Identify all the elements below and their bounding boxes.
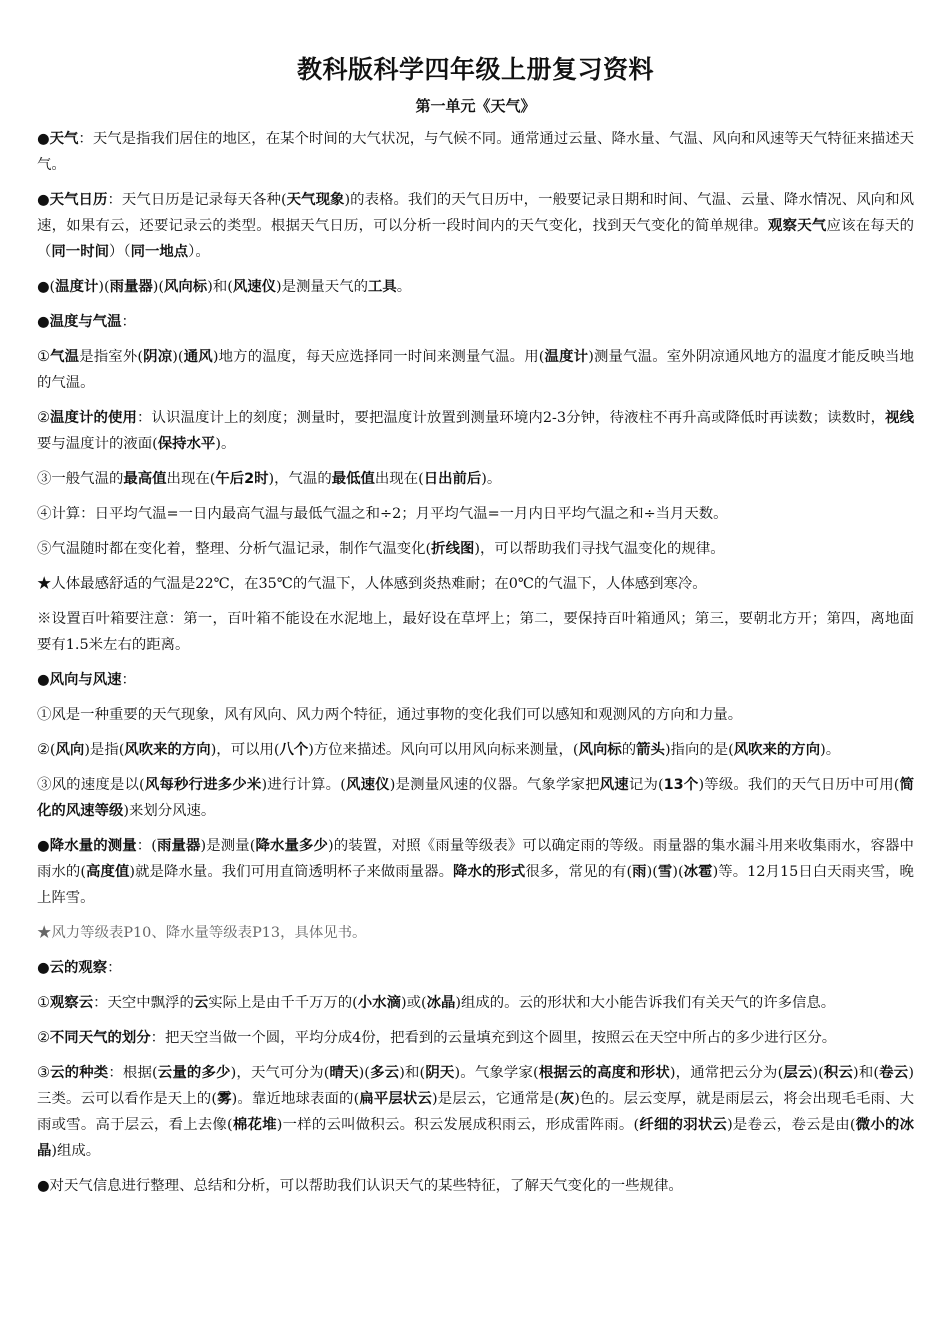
- text-run: 是指室外(: [79, 349, 144, 365]
- document-title: 教科版科学四年级上册复习资料: [296, 55, 654, 84]
- paragraph-cloud-heading: [37, 955, 914, 981]
- text-run: ：: [121, 314, 136, 330]
- bold-term: 降水量多少: [255, 838, 329, 854]
- bold-term: 温度与气温: [49, 314, 122, 330]
- bold-term: 风吹来的方向: [733, 742, 821, 758]
- bold-term: 风速仪: [232, 279, 277, 295]
- bold-term: 小水滴: [357, 995, 401, 1011]
- text-run: ●: [37, 960, 50, 976]
- bold-term: 天气: [49, 131, 79, 147]
- text-run: )是指(: [84, 742, 125, 758]
- bold-term: 观察天气: [768, 218, 827, 234]
- text-run: 的: [621, 742, 637, 758]
- text-run: ①: [37, 995, 50, 1011]
- text-run: )。气象学家(: [454, 1065, 539, 1081]
- text-run: )(: [358, 1065, 370, 1081]
- text-run: ●: [37, 838, 50, 854]
- bold-term: 通风: [183, 349, 213, 365]
- text-run: ：把天空当做一个圆，平均分成4份，把看到的云量填充到这个圆里，按照云在天空中所占的多少进行区分。: [150, 1030, 837, 1046]
- bold-term: 温度计: [544, 349, 589, 365]
- bold-term: 云量的多少: [157, 1065, 231, 1081]
- bold-term: 最低值: [331, 471, 375, 487]
- text-run: )等级。我们的天气日历中可用(: [698, 777, 900, 793]
- text-run: ②: [37, 1030, 50, 1046]
- paragraph-weather-info-summary: [37, 1173, 914, 1199]
- bold-term: 保持水平: [157, 436, 216, 452]
- text-run: ●: [37, 672, 50, 688]
- text-run: )是测量天气的: [276, 279, 368, 295]
- bold-term: 天气现象: [286, 192, 345, 208]
- text-run: )(: [646, 864, 658, 880]
- paragraph-weather-calendar: [37, 187, 914, 265]
- bold-term: 云: [193, 995, 209, 1011]
- bold-term: 晴天: [329, 1065, 359, 1081]
- bold-term: 风向与风速: [49, 672, 122, 688]
- bold-term: 同一地点: [130, 244, 189, 260]
- bold-term: 雪: [657, 864, 673, 880]
- bold-term: 积云: [823, 1065, 854, 1081]
- text-run: )。: [215, 436, 236, 452]
- text-run: )和(: [853, 1065, 880, 1081]
- text-run: ④计算：日平均气温=一日内最高气温与最低气温之和÷2；月平均气温=一月内日平均气温之和÷当月天数。: [37, 506, 728, 522]
- text-run: ）。: [188, 244, 210, 260]
- bold-term: 降水的形式: [453, 864, 526, 880]
- bold-term: 风向: [55, 742, 85, 758]
- text-run: )或(: [400, 995, 427, 1011]
- bold-term: 高度值: [85, 864, 130, 880]
- text-run: )和(: [399, 1065, 426, 1081]
- bold-term: 不同天气的划分: [49, 1030, 151, 1046]
- text-run: )指向的是(: [664, 742, 734, 758]
- bold-term: 微小的冰晶: [37, 1117, 914, 1159]
- text-run: )，天气可分为(: [230, 1065, 330, 1081]
- document-body: [37, 126, 914, 1199]
- paragraph-cloud-item-1: [37, 990, 914, 1016]
- bold-term: 简化的风速等级: [37, 777, 914, 819]
- bold-term: 观察云: [49, 995, 94, 1011]
- bold-term: 同一时间: [51, 244, 109, 260]
- text-run: ②: [37, 410, 51, 426]
- bold-term: 风速: [599, 777, 629, 793]
- bold-term: 雨量器: [156, 838, 201, 854]
- bold-term: 箭头: [636, 742, 665, 758]
- bold-term: 多云: [369, 1065, 400, 1081]
- text-run: ●: [37, 131, 50, 147]
- paragraph-louver-box-note: [37, 606, 914, 658]
- bold-term: 云的观察: [49, 960, 108, 976]
- paragraph-weather-tools: [37, 274, 914, 300]
- text-run: ：(: [136, 838, 157, 854]
- text-run: )(: [98, 279, 110, 295]
- text-run: )，可以帮助我们寻找气温变化的规律。: [474, 541, 725, 557]
- bold-term: 工具: [367, 279, 397, 295]
- text-run: )的表格。我们的天气日历中，一般要记录日期和时间、气温、云量、降水情况、风向和风速，如果有云，还要记录云的类型。根据天气日历，可以分析一段时间内的天气变化，找到天气变化的简单规律。: [37, 192, 914, 234]
- paragraph-wind-item-1: [37, 702, 914, 728]
- text-run: )是测量(: [200, 838, 256, 854]
- text-run: ：天气是指我们居住的地区，在某个时间的大气状况，与气候不同。通常通过云量、降水量、气温、风向和风速等天气特征来描述天气。: [37, 131, 914, 173]
- paragraph-temperature-item-5: [37, 536, 914, 562]
- bold-term: 八个: [279, 742, 309, 758]
- bold-term: 云的种类: [50, 1065, 109, 1081]
- bold-term: 风向标: [578, 742, 622, 758]
- text-run: )方位来描述。风向可以用风向标来测量，(: [308, 742, 579, 758]
- paragraph-wind-heading: [37, 667, 914, 693]
- text-run: ※设置百叶箱要注意：第一，百叶箱不能设在水泥地上，最好设在草坪上；第二，要保持百叶箱通风；第三，要朝北方开；第四，离地面要有1.5米左右的距离。: [37, 611, 914, 653]
- paragraph-wind-item-3: [37, 772, 914, 824]
- text-run: )测量气温。室外阴凉通风地方的温度才能反映当地的气温。: [37, 349, 914, 391]
- text-run: )组成的。云的形状和大小能告诉我们有关天气的许多信息。: [455, 995, 836, 1011]
- bold-term: 冰雹: [683, 864, 713, 880]
- paragraph-precipitation: [37, 833, 914, 911]
- text-run: )是测量风速的仪器。气象学家把: [389, 777, 600, 793]
- text-run: )地方的温度，每天应选择同一时间来测量气温。用(: [212, 349, 545, 365]
- text-run: 出现在(: [374, 471, 424, 487]
- unit-title: 第一单元《天气》: [415, 97, 536, 115]
- bold-term: 卷云: [879, 1065, 909, 1081]
- paragraph-cloud-item-2: [37, 1025, 914, 1051]
- text-run: ③: [37, 1065, 51, 1081]
- text-run: ●: [37, 314, 50, 330]
- text-run: ：天空中飘浮的: [93, 995, 194, 1011]
- bold-term: 气温: [50, 349, 80, 365]
- text-run: )(: [172, 349, 184, 365]
- bold-term: 风吹来的方向: [124, 742, 211, 758]
- text-run: )三类。云可以看作是天上的(: [37, 1065, 914, 1107]
- text-run: 很多，常见的有(: [525, 864, 633, 880]
- text-run: ①: [37, 349, 51, 365]
- bold-term: 风速仪: [345, 777, 390, 793]
- text-run: )一样的云叫做积云。积云发展成积雨云，形成雷阵雨。(: [276, 1117, 640, 1133]
- bold-term: 纤细的羽状云: [639, 1117, 728, 1133]
- text-run: ●: [37, 192, 50, 208]
- bold-term: 灰: [559, 1091, 575, 1107]
- bold-term: 层云: [783, 1065, 813, 1081]
- text-run: )。: [820, 742, 841, 758]
- bold-term: 降水量的测量: [49, 838, 137, 854]
- text-run: )(: [812, 1065, 824, 1081]
- bold-term: 雨: [632, 864, 647, 880]
- bold-term: 午后2时: [215, 471, 269, 487]
- paragraph-wind-item-2: [37, 737, 914, 763]
- text-run: )就是降水量。我们可用直筒透明杯子来做雨量器。: [129, 864, 454, 880]
- bold-term: 最高值: [123, 471, 167, 487]
- text-run: ）（: [108, 244, 131, 260]
- text-run: )色的。层云变厚，就是雨层云，将会出现毛毛雨、大雨或雪。高于层云，看上去像(: [37, 1091, 914, 1133]
- text-run: )，可以用(: [210, 742, 280, 758]
- text-run: 应该在每天的（: [37, 218, 914, 260]
- text-run: ●(: [37, 279, 56, 295]
- text-run: )组成。: [51, 1143, 101, 1159]
- text-run: )。靠近地球表面的(: [231, 1091, 360, 1107]
- text-run: ：: [107, 960, 122, 976]
- paragraph-comfort-temperature-note: [37, 571, 914, 597]
- text-run: )的装置，对照《雨量等级表》可以确定雨的等级。雨量器的集水漏斗用来收集雨水，容器中雨水的(: [37, 838, 914, 880]
- text-run: ：根据(: [108, 1065, 158, 1081]
- text-run: ★风力等级表P10、降水量等级表P13，具体见书。: [37, 925, 367, 941]
- paragraph-scale-tables-note: [37, 920, 914, 946]
- bold-term: 天气日历: [49, 192, 108, 208]
- bold-term: 风向标: [164, 279, 208, 295]
- text-run: ⑤气温随时都在变化着，整理、分析气温记录，制作气温变化(: [37, 541, 432, 557]
- bold-term: 雨量器: [109, 279, 153, 295]
- bold-term: 阴凉: [143, 349, 173, 365]
- text-run: ★人体最感舒适的气温是22℃，在35℃的气温下，人体感到炎热难耐；在0℃的气温下，人体感到寒冷。: [37, 576, 707, 592]
- text-run: ③风的速度是以(: [37, 777, 145, 793]
- text-run: 出现在(: [166, 471, 216, 487]
- bold-term: 雾: [216, 1091, 232, 1107]
- text-run: )等。12月15日白天雨夹雪，晚上阵雪。: [37, 864, 914, 906]
- text-run: ①风是一种重要的天气现象，风有风向、风力两个特征，通过事物的变化我们可以感知和观测风的方向和力量。: [37, 707, 743, 723]
- bold-term: 阴天: [425, 1065, 455, 1081]
- text-run: )和(: [207, 279, 233, 295]
- paragraph-temperature-item-2: [37, 405, 914, 457]
- text-run: 记为(: [628, 777, 664, 793]
- paragraph-temperature-item-4: [37, 501, 914, 527]
- text-run: )。: [481, 471, 502, 487]
- text-run: 要与温度计的液面(: [37, 436, 158, 452]
- text-run: ②(: [37, 742, 56, 758]
- text-run: )(: [672, 864, 684, 880]
- bold-term: 温度计的使用: [50, 410, 137, 426]
- paragraph-temperature-heading: [37, 309, 914, 335]
- bold-term: 13个: [663, 777, 699, 793]
- bold-term: 棉花堆: [232, 1117, 277, 1133]
- text-run: )，气温的: [268, 471, 332, 487]
- text-run: ●对天气信息进行整理、总结和分析，可以帮助我们认识天气的某些特征，了解天气变化的一些规律。: [37, 1178, 683, 1194]
- text-run: )是卷云，卷云是由(: [727, 1117, 856, 1133]
- text-run: ③一般气温的: [37, 471, 124, 487]
- text-run: 实际上是由千千万万的(: [208, 995, 358, 1011]
- text-run: ：认识温度计上的刻度；测量时，要把温度计放置到测量环境内2-3分钟，待液柱不再升高或降低时再读数；读数时，: [137, 410, 886, 426]
- text-run: )，通常把云分为(: [669, 1065, 784, 1081]
- paragraph-weather-definition: [37, 126, 914, 178]
- bold-term: 温度计: [55, 279, 99, 295]
- bold-term: 折线图: [431, 541, 475, 557]
- text-run: )进行计算。(: [261, 777, 346, 793]
- bold-term: 根据云的高度和形状: [538, 1065, 670, 1081]
- bold-term: 冰晶: [426, 995, 456, 1011]
- paragraph-temperature-item-3: [37, 466, 914, 492]
- text-run: 。: [396, 279, 412, 295]
- bold-term: 视线: [885, 410, 914, 426]
- text-run: )来划分风速。: [123, 803, 216, 819]
- bold-term: 扁平层状云: [359, 1091, 432, 1107]
- text-run: )(: [152, 279, 165, 295]
- text-run: ：天气日历是记录每天各种(: [107, 192, 287, 208]
- bold-term: 风每秒行进多少米: [144, 777, 262, 793]
- text-run: )是层云，它通常是(: [431, 1091, 560, 1107]
- paragraph-temperature-item-1: [37, 344, 914, 396]
- bold-term: 日出前后: [423, 471, 482, 487]
- text-run: ：: [121, 672, 136, 688]
- paragraph-cloud-item-3: [37, 1060, 914, 1164]
